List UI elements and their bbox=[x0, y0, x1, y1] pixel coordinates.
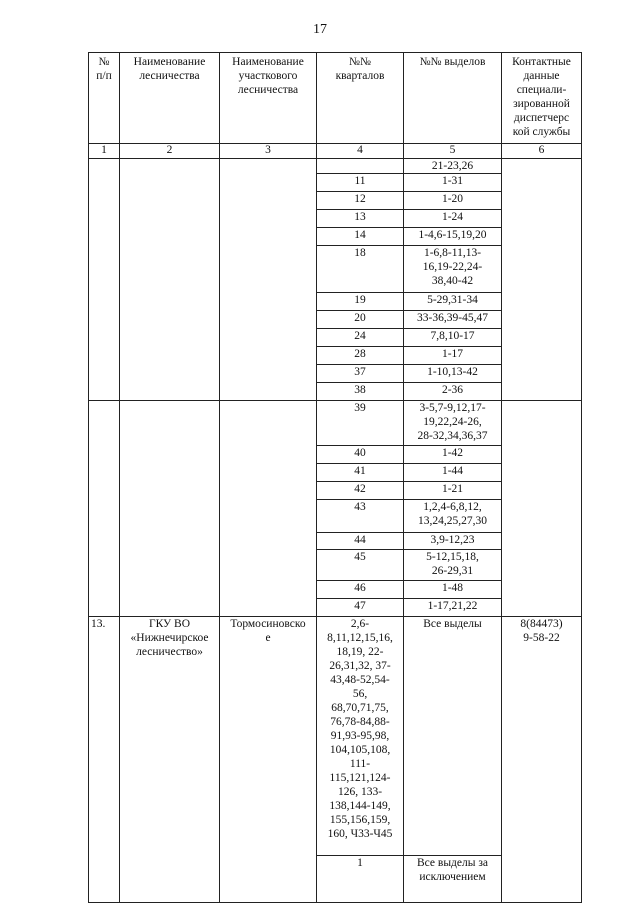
forestry-table bbox=[88, 52, 582, 903]
section-numbers: 1-10,13-42 bbox=[404, 365, 502, 383]
quarter-number: 1 bbox=[317, 856, 404, 903]
quarter-number: 37 bbox=[317, 365, 404, 383]
empty-cell bbox=[502, 401, 582, 617]
section-numbers: 1-42 bbox=[404, 446, 502, 464]
quarter-row bbox=[89, 159, 582, 174]
section-numbers: 5-29,31-34 bbox=[404, 293, 502, 311]
contact-phone: 8(84473) 9-58-22 bbox=[502, 617, 582, 903]
quarter-number: 14 bbox=[317, 228, 404, 246]
section-numbers: 1-24 bbox=[404, 210, 502, 228]
header-number: № п/п bbox=[89, 53, 120, 144]
quarter-number: 41 bbox=[317, 464, 404, 482]
section-numbers: 3-5,7-9,12,17- 19,22,24-26, 28-32,34,36,37 bbox=[404, 401, 502, 446]
quarter-row bbox=[89, 401, 582, 446]
district-name: Тормосиновско е bbox=[220, 617, 317, 903]
quarter-number: 18 bbox=[317, 246, 404, 293]
section-numbers: 1-4,6-15,19,20 bbox=[404, 228, 502, 246]
header-quarters: №№ кварталов bbox=[317, 53, 404, 144]
section-numbers: 21-23,26 bbox=[404, 159, 502, 174]
empty-cell bbox=[502, 159, 582, 401]
section-numbers: 1-31 bbox=[404, 174, 502, 192]
quarter-number: 24 bbox=[317, 329, 404, 347]
header-row bbox=[89, 53, 582, 144]
empty-cell bbox=[220, 401, 317, 617]
empty-cell bbox=[220, 159, 317, 401]
column-number: 1 bbox=[89, 144, 120, 159]
header-district: Наименование участкового лесничества bbox=[220, 53, 317, 144]
section-numbers: 33-36,39-45,47 bbox=[404, 311, 502, 329]
header-sections: №№ выделов bbox=[404, 53, 502, 144]
section-numbers: 3,9-12,23 bbox=[404, 533, 502, 550]
empty-cell bbox=[120, 401, 220, 617]
entry-number: 13. bbox=[89, 617, 120, 903]
quarter-number: 47 bbox=[317, 599, 404, 617]
header-contacts: Контактные данные специали- зированной диспетчерс кой службы bbox=[502, 53, 582, 144]
quarter-number: 20 bbox=[317, 311, 404, 329]
empty-cell bbox=[89, 159, 120, 401]
quarter-number: 45 bbox=[317, 550, 404, 581]
column-number: 4 bbox=[317, 144, 404, 159]
quarter-number: 38 bbox=[317, 383, 404, 401]
column-numbers-row bbox=[89, 144, 582, 159]
quarter-number: 39 bbox=[317, 401, 404, 446]
section-numbers: 1-17,21,22 bbox=[404, 599, 502, 617]
quarter-number: 42 bbox=[317, 482, 404, 500]
quarter-number: 46 bbox=[317, 581, 404, 599]
quarter-number: 44 bbox=[317, 533, 404, 550]
column-number: 6 bbox=[502, 144, 582, 159]
section-numbers: 2-36 bbox=[404, 383, 502, 401]
section-numbers: 1-6,8-11,13- 16,19-22,24- 38,40-42 bbox=[404, 246, 502, 293]
section-numbers: 1-44 bbox=[404, 464, 502, 482]
page-number: 17 bbox=[313, 22, 327, 37]
column-number: 3 bbox=[220, 144, 317, 159]
quarter-number: 12 bbox=[317, 192, 404, 210]
column-number: 5 bbox=[404, 144, 502, 159]
section-numbers: 1-20 bbox=[404, 192, 502, 210]
quarter-number: 28 bbox=[317, 347, 404, 365]
header-forestry: Наименование лесничества bbox=[120, 53, 220, 144]
empty-cell bbox=[120, 159, 220, 401]
entry-row-13 bbox=[89, 617, 582, 856]
quarter-number bbox=[317, 159, 404, 174]
sections-all: Все выделы bbox=[404, 617, 502, 856]
quarter-number: 43 bbox=[317, 500, 404, 533]
quarter-number: 11 bbox=[317, 174, 404, 192]
section-numbers: 5-12,15,18, 26-29,31 bbox=[404, 550, 502, 581]
quarters-list: 2,6- 8,11,12,15,16, 18,19, 22- 26,31,32, 37- 43,48-52,54- 56, 68,70,71,75, 76,78-84,88- 91,93-95,98, 104,105,108, 111- 115,121,124- 126, 133- 138,144-149, 155,156,159, 160, Ч33-Ч45 bbox=[317, 617, 404, 856]
quarter-number: 13 bbox=[317, 210, 404, 228]
section-numbers: 1-17 bbox=[404, 347, 502, 365]
section-numbers: 1-48 bbox=[404, 581, 502, 599]
quarter-number: 19 bbox=[317, 293, 404, 311]
column-number: 2 bbox=[120, 144, 220, 159]
section-numbers: 1,2,4-6,8,12, 13,24,25,27,30 bbox=[404, 500, 502, 533]
section-numbers: 7,8,10-17 bbox=[404, 329, 502, 347]
quarter-number: 40 bbox=[317, 446, 404, 464]
forestry-name: ГКУ ВО «Нижнечирское лесничество» bbox=[120, 617, 220, 903]
section-numbers: Все выделы за исключением bbox=[404, 856, 502, 903]
section-numbers: 1-21 bbox=[404, 482, 502, 500]
empty-cell bbox=[89, 401, 120, 617]
